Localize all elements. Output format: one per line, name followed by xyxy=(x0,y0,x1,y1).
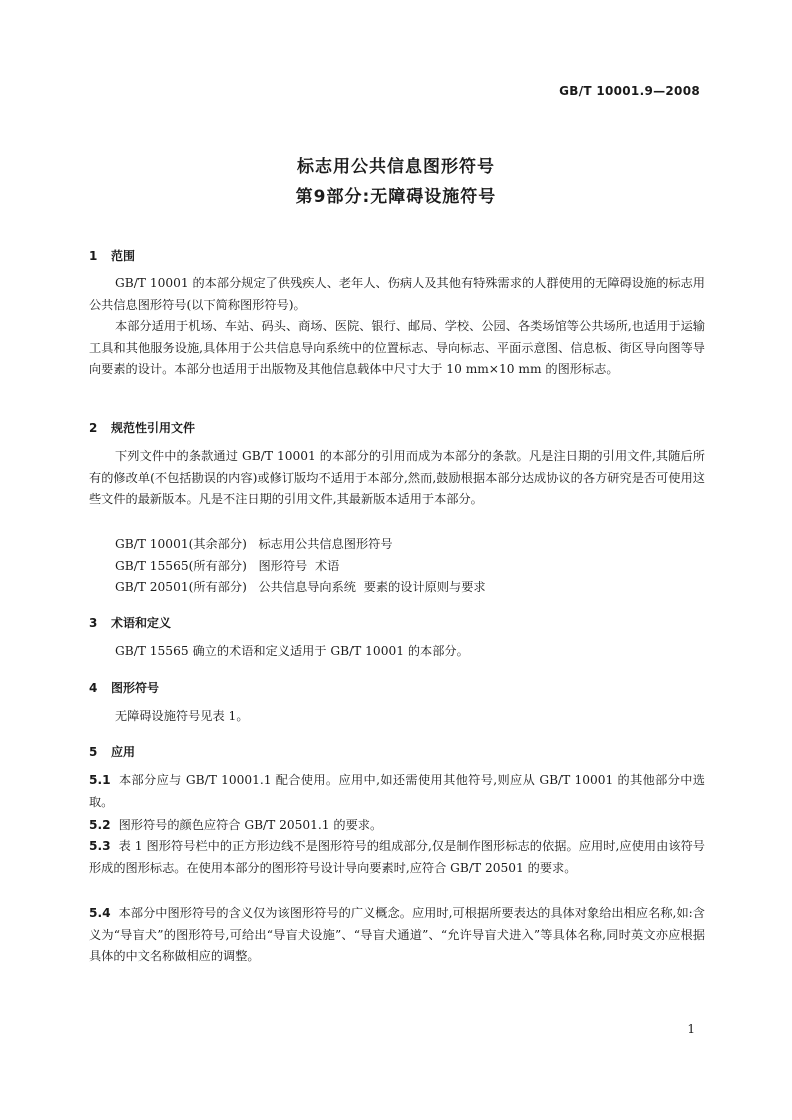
reference-item: GB/T 20501(所有部分) 公共信息导向系统 要素的设计原则与要求 xyxy=(115,580,486,594)
clause-number: 5.4 xyxy=(89,906,111,920)
clause-text: 本部分应与 GB/T 10001.1 配合使用。应用中,如还需使用其他符号,则应从 GB/T 10001 的其他部分中选取。 xyxy=(89,773,705,809)
section-title: 范围 xyxy=(111,249,136,263)
paragraph: 下列文件中的条款通过 GB/T 10001 的本部分的引用而成为本部分的条款。凡是注日期的引用文件,其随后所有的修改单(不包括勘误的内容)或修订版均不适用于本部分,然而,鼓励根据本部分达成协议的各方研究是否可使用这些文件的最新版本。凡是不注日期的引用文件,其最新版本适用于本部分。 xyxy=(89,449,705,506)
document-subtitle: 第9部分:无障碍设施符号 xyxy=(295,187,497,207)
section-heading-application xyxy=(89,743,135,760)
reference-item: GB/T 10001(其余部分) 标志用公共信息图形符号 xyxy=(115,537,393,551)
section-number: 2 xyxy=(89,421,98,435)
clause-number: 5.2 xyxy=(89,818,111,832)
section-heading-graphical-symbols xyxy=(89,679,159,696)
standard-code: GB/T 10001.9—2008 xyxy=(559,84,700,98)
section-title: 规范性引用文件 xyxy=(111,421,196,435)
clause-number: 5.1 xyxy=(89,773,111,787)
section-heading-terms xyxy=(89,614,171,631)
clause-5-3 xyxy=(89,836,705,879)
clause-text: 图形符号的颜色应符合 GB/T 20501.1 的要求。 xyxy=(118,818,383,832)
paragraph: 无障碍设施符号见表 1。 xyxy=(115,709,249,723)
section-number: 3 xyxy=(89,616,98,630)
section-title: 图形符号 xyxy=(111,681,160,695)
paragraph: GB/T 10001 的本部分规定了供残疾人、老年人、伤病人及其他有特殊需求的人群使用的无障碍设施的标志用公共信息图形符号(以下简称图形符号)。 xyxy=(89,276,705,312)
clause-5-1 xyxy=(89,770,705,813)
clause-5-2 xyxy=(89,815,705,837)
section-title: 术语和定义 xyxy=(111,616,172,630)
paragraph: 本部分适用于机场、车站、码头、商场、医院、银行、邮局、学校、公园、各类场馆等公共场所,也适用于运输工具和其他服务设施,具体用于公共信息导向系统中的位置标志、导向标志、平面示意图、信息板、街区导向图等导向要素的设计。本部分也适用于出版物及其他信息载体中尺寸大于 10 mm×10 mm 的图形标志。 xyxy=(89,319,705,376)
document-title: 标志用公共信息图形符号 xyxy=(297,157,495,177)
page-number: 1 xyxy=(687,1022,695,1036)
clause-5-4 xyxy=(89,903,705,968)
section-number: 5 xyxy=(89,745,98,759)
clause-text: 表 1 图形符号栏中的正方形边线不是图形符号的组成部分,仅是制作图形标志的依据。应用时,应使用由该符号形成的图形标志。在使用本部分的图形符号设计导向要素时,应符合 GB/T 20501 的要求。 xyxy=(89,839,705,875)
section-heading-scope xyxy=(89,247,135,264)
section-number: 4 xyxy=(89,681,98,695)
section-heading-normative-references xyxy=(89,419,195,436)
section-number: 1 xyxy=(89,249,98,263)
paragraph: GB/T 15565 确立的术语和定义适用于 GB/T 10001 的本部分。 xyxy=(115,644,469,658)
clause-number: 5.3 xyxy=(89,839,111,853)
clause-text: 本部分中图形符号的含义仅为该图形符号的广义概念。应用时,可根据所要表达的具体对象给出相应名称,如:含义为“导盲犬”的图形符号,可给出“导盲犬设施”、“导盲犬通道”、“允许导盲犬进入”等具体名称,同时英文亦应根据具体的中文名称做相应的调整。 xyxy=(89,906,705,963)
section-title: 应用 xyxy=(111,745,136,759)
reference-item: GB/T 15565(所有部分) 图形符号 术语 xyxy=(115,559,340,573)
